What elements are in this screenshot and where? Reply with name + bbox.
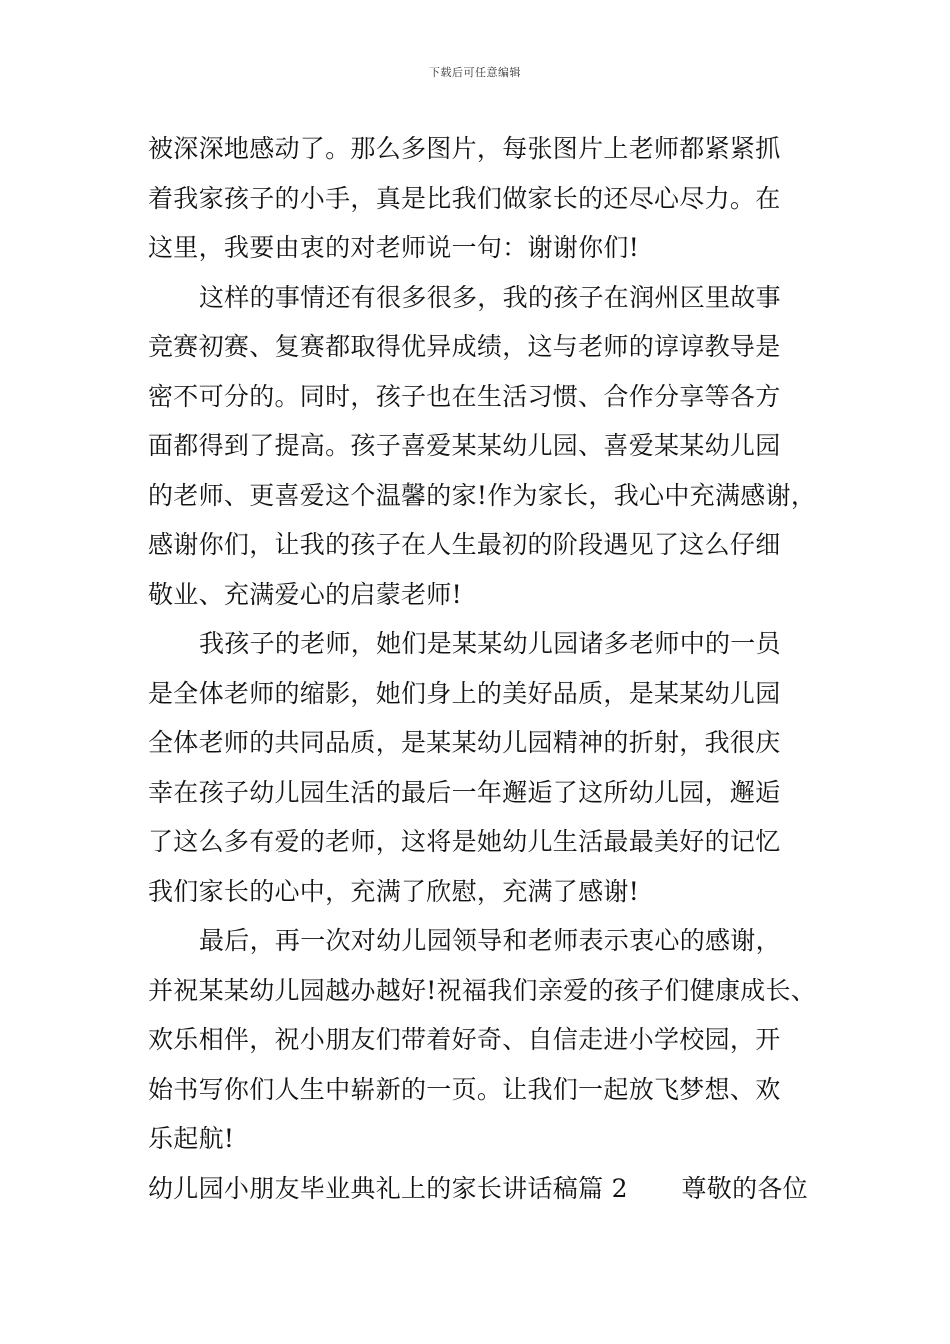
text-line: 幸在孩子幼儿园生活的最后一年邂逅了这所幼儿园，邂逅 xyxy=(148,777,781,807)
text-line: 感谢你们，让我的孩子在人生最初的阶段遇见了这么仔细 xyxy=(148,530,781,559)
text-line: 全体老师的共同品质，是某某幼儿园精神的折射，我很庆 xyxy=(148,728,781,757)
text-line: 乐起航! xyxy=(148,1124,235,1153)
header-note: 下载后可任意编辑 xyxy=(429,66,521,79)
text-line: 竞赛初赛、复赛都取得优异成绩，这与老师的谆谆教导是 xyxy=(148,332,781,361)
text-line: 并祝某某幼儿园越办越好!祝福我们亲爱的孩子们健康成长、 xyxy=(148,975,817,1005)
salutation-start: 尊敬的各位 xyxy=(681,1173,808,1203)
text-line: 面都得到了提高。孩子喜爱某某幼儿园、喜爱某某幼儿园 xyxy=(148,431,781,460)
text-line: 了这么多有爱的老师，这将是她幼儿生活最最美好的记忆 xyxy=(148,827,781,856)
text-line: 始书写你们人生中崭新的一页。让我们一起放飞梦想、欢 xyxy=(148,1074,781,1104)
section-title-line xyxy=(148,1164,808,1214)
text-line: 密不可分的。同时，孩子也在生活习惯、合作分享等各方 xyxy=(148,381,781,411)
paragraph-start-line: 这样的事情还有很多很多，我的孩子在润州区里故事 xyxy=(199,282,781,312)
body-text xyxy=(148,124,818,1213)
section-title: 幼儿园小朋友毕业典礼上的家长讲话稿篇 2 xyxy=(148,1173,628,1203)
text-line: 这里，我要由衷的对老师说一句：谢谢你们! xyxy=(148,233,640,262)
text-line: 我们家长的心中，充满了欣慰，充满了感谢! xyxy=(148,876,640,906)
paragraph-start-line: 我孩子的老师，她们是某某幼儿园诸多老师中的一员 xyxy=(199,629,781,658)
text-line: 着我家孩子的小手，真是比我们做家长的还尽心尽力。在 xyxy=(148,183,781,213)
text-line: 被深深地感动了。那么多图片，每张图片上老师都紧紧抓 xyxy=(148,134,781,163)
paragraph-start-line: 最后，再一次对幼儿园领导和老师表示衷心的感谢， xyxy=(199,926,781,955)
text-line: 是全体老师的缩影，她们身上的美好品质，是某某幼儿园 xyxy=(148,678,781,708)
text-line: 的老师、更喜爱这个温馨的家!作为家长，我心中充满感谢， xyxy=(148,480,817,510)
text-line: 欢乐相伴，祝小朋友们带着好奇、自信走进小学校园，开 xyxy=(148,1025,781,1054)
text-line: 敬业、充满爱心的启蒙老师! xyxy=(148,579,462,609)
